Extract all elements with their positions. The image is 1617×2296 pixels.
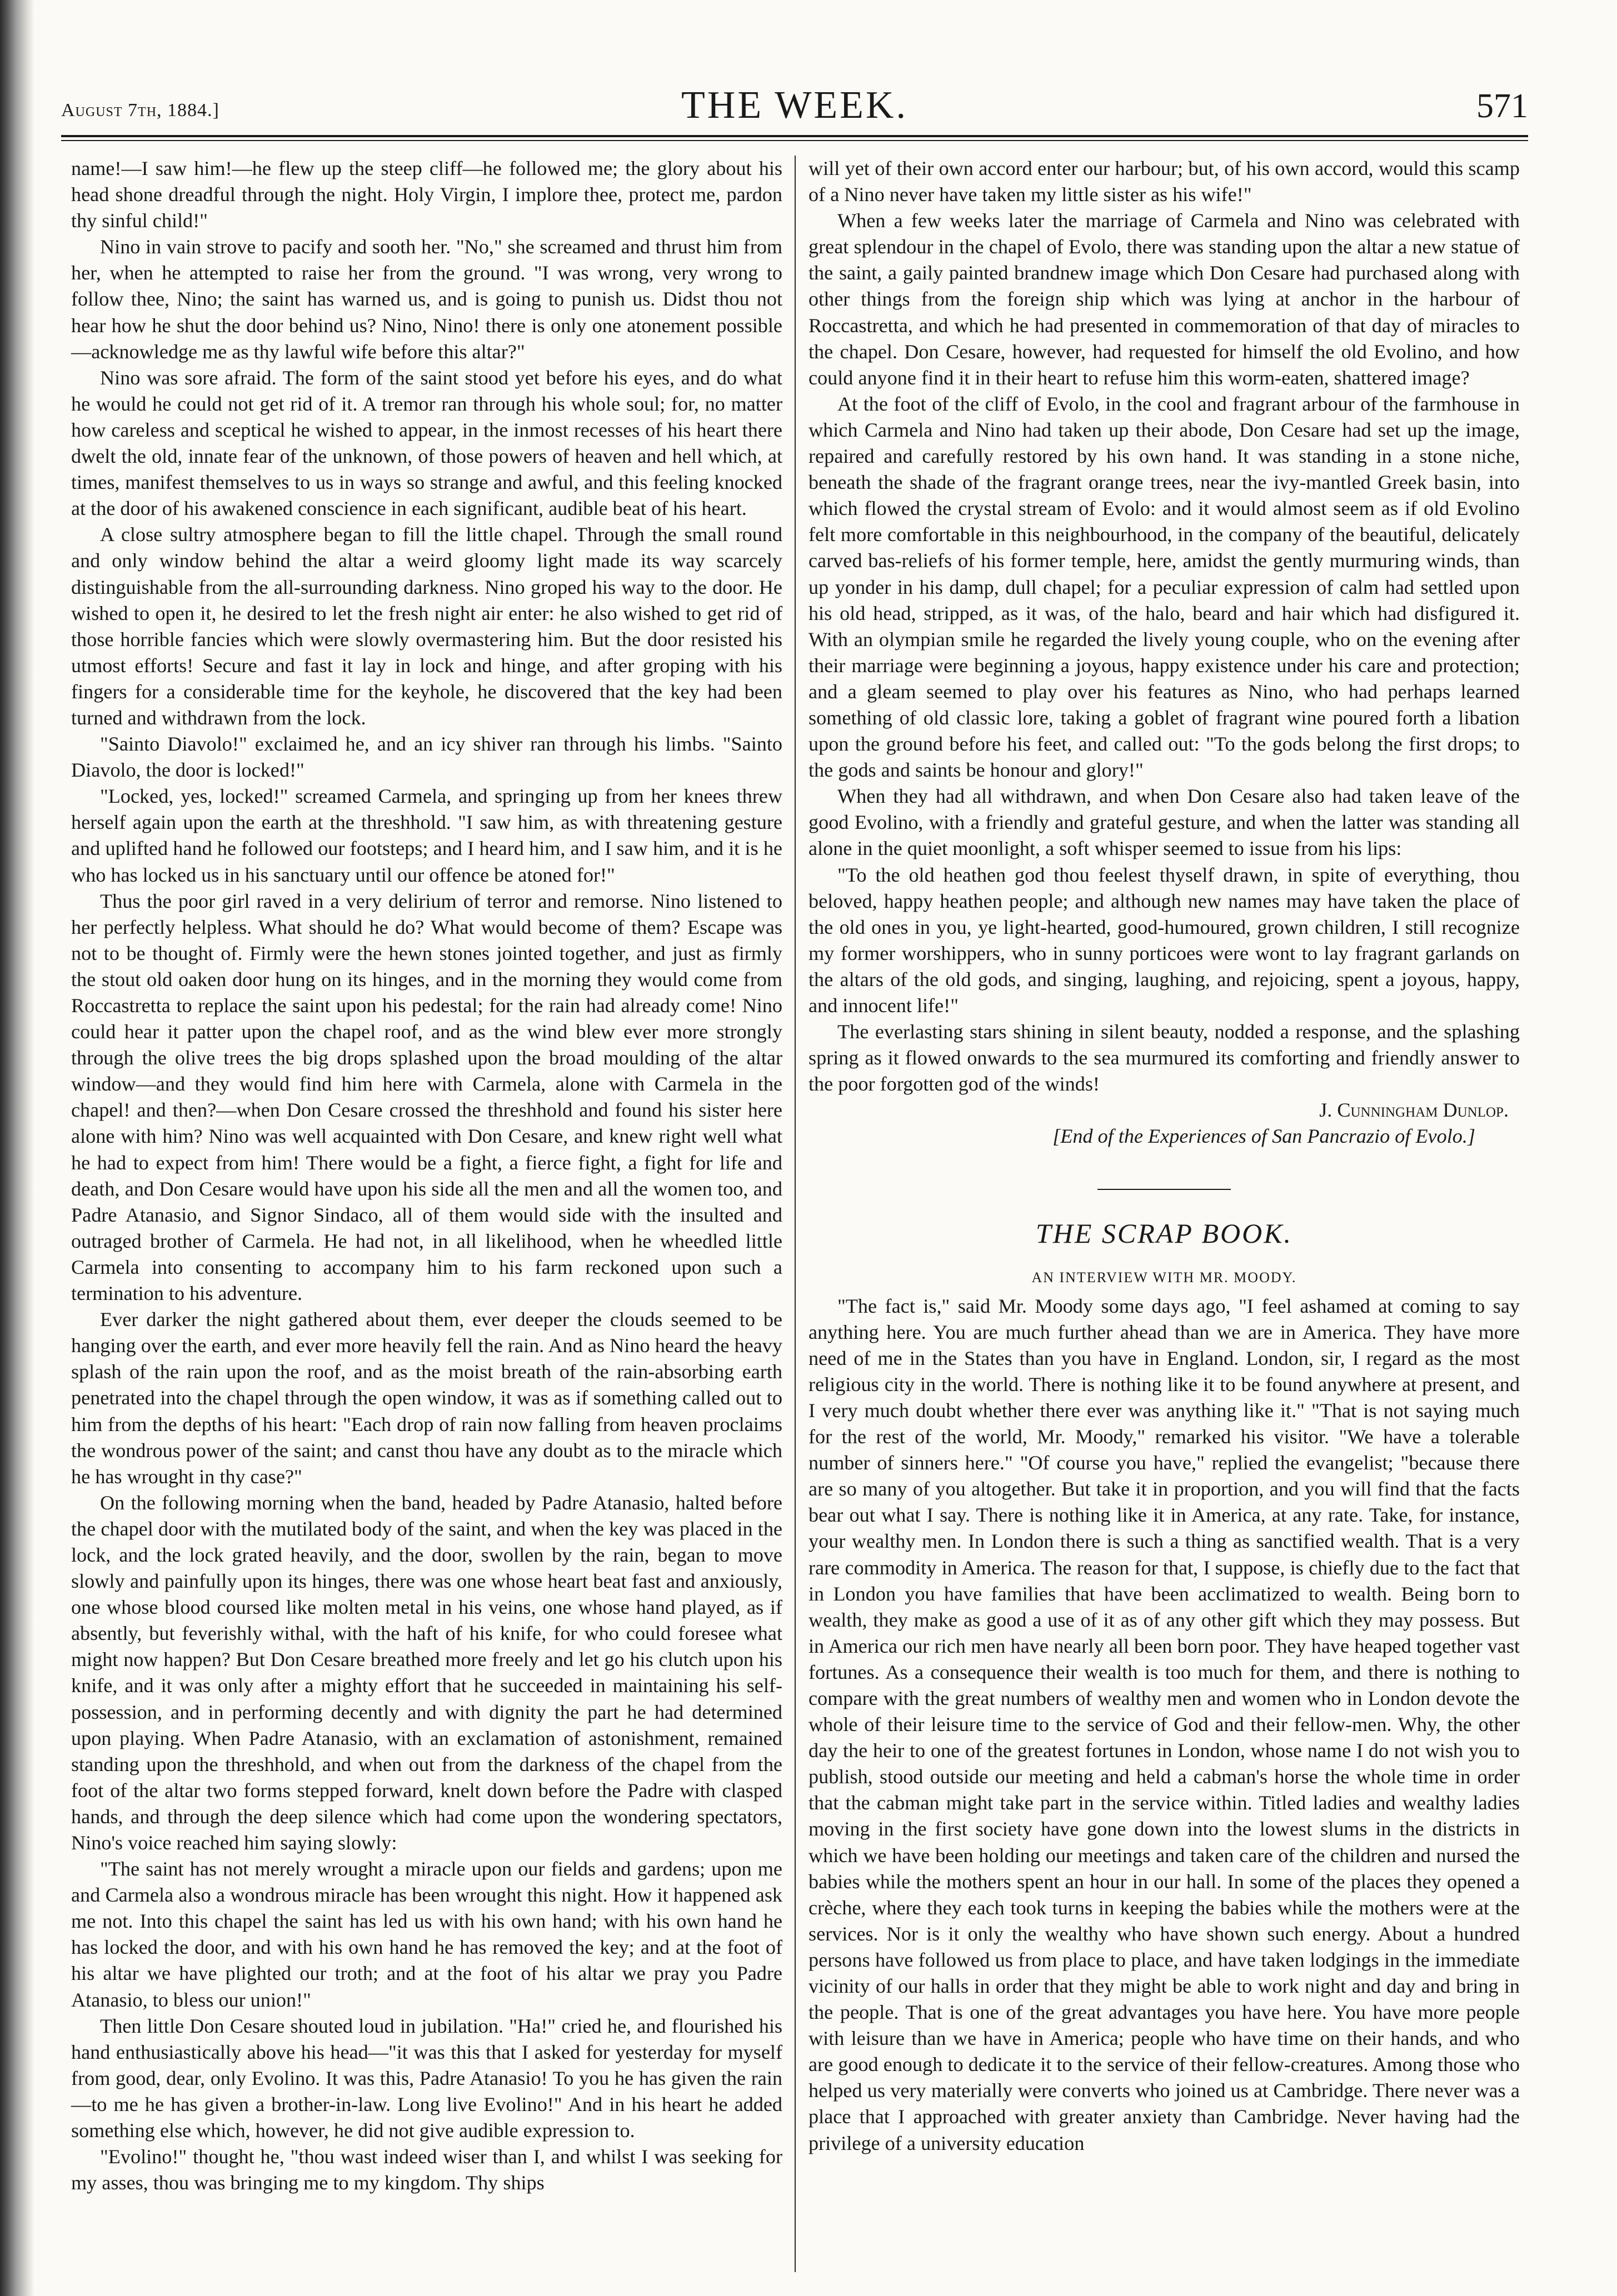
header-rule-thin <box>61 140 1528 141</box>
column-divider <box>795 156 796 2272</box>
header-rule-thick <box>61 135 1528 137</box>
paragraph: The everlasting stars shining in silent beauty, nodded a response, and the splashing spring as it flowed onwards to the sea murmured its comforting and friendly answer to the poor forgotten god of the winds! <box>808 1021 1520 1096</box>
paragraph: Ever darker the night gathered about them, ever deeper the clouds seemed to be hanging over the earth, and ever more heavily fell the rain. And as Nino heard the heavy splash of the rain upon the roof, and as the moist breath of the rain-absorbing earth penetrated into the chapel through the open window, it was as if something called out to him from the depths of his heart: "Each drop of rain now falling from heaven proclaims the wondrous power of the saint; and canst thou have any doubt as to the miracle which he has wrought in thy case?" <box>71 1308 782 1488</box>
paragraph: "Evolino!" thought he, "thou wast indeed wiser than I, and whilst I was seeking for my asses, thou was bringing me to my kingdom. Thy ships <box>71 2145 782 2194</box>
paragraph: When a few weeks later the marriage of Carmela and Nino was celebrated with great splendour in the chapel of Evolo, there was standing upon the altar a new statue of the saint, a gaily painted brandnew image which Don Cesare had purchased along with other things from the foreign ship which was lying at anchor in the harbour of Roccastretta, and which he had presented in commemoration of that day of miracles to the chapel. Don Cesare, however, had requested for himself the old Evolino, and how could anyone find it in their heart to refuse him this worm-eaten, shattered image? <box>808 209 1520 389</box>
paragraph: Then little Don Cesare shouted loud in jubilation. "Ha!" cried he, and flourished his hand enthusiastically above his head—"it was this that I asked for yesterday for myself from good, dear, only Evolino. It was this, Padre Atanasio! To you he has given the rain—to me he has given a brother-in-law. Long live Evolino!" And in his heart he added something else which, however, he did not give audible expression to. <box>71 2014 782 2142</box>
paragraph: At the foot of the cliff of Evolo, in the cool and fragrant arbour of the farmhouse in which Carmela and Nino had taken up their abode, Don Cesare had set up the image, repaired and carefully restored by his own hand. It was standing in a stone niche, beneath the shade of the fragrant orange trees, near the ivy-mantled Greek basin, into which flowed the crystal stream of Evolo: and it would almost seem as if old Evolino felt more comfortable in this neighbourhood, in the company of the beautiful, delicately carved bas-reliefs of his former temple, here, amidst the gently murmuring winds, than up yonder in his damp, dull chapel; for a peculiar expression of calm had settled upon his old head, stripped, as it was, of the halo, beard and hair which had disfigured it. With an olympian smile he regarded the lively young couple, who on the evening after their marriage were beginning a joyous, happy existence under his care and protection; and a gleam seemed to play over his features as Nino, who had perhaps learned something of old classic lore, taking a goblet of fragrant wine poured forth a libation upon the ground before his feet, and called out: "To the gods belong the first drops; to the gods and saints be honour and glory!" <box>808 392 1520 782</box>
paragraph: "The fact is," said Mr. Moody some days ago, "I feel ashamed at coming to say anything here. You are much further ahead than we are in America. They have more need of me in the States than you have in England. London, sir, I regard as the most religious city in the world. There is nothing like it to be found anywhere at present, and I very much doubt whether there ever was anything like it." "That is not saying much for the rest of the world, Mr. Moody," remarked his visitor. "We have a tolerable number of sinners here." "Of course you have," replied the evangelist; "because there are so many of you altogether. But take it in proportion, and you will find that the facts bear out what I say. There is nothing like it in America, at any rate. Take, for instance, your wealthy men. In London there is such a thing as sanctified wealth. That is a very rare commodity in America. The reason for that, I suppose, is chiefly due to the fact that in London you have families that have been acclimatized to wealth. Being born to wealth, they make as good a use of it as of any other gift which they may possess. But in America our rich men have nearly all been born poor. They have heaped together vast fortunes. As a consequence their wealth is too much for them, and there is nothing to compare with the great numbers of wealthy men and women who in London devote the whole of their leisure time to the service of God and their fellow-men. Why, the other day the heir to one of the greatest fortunes in London, whose name I do not wish you to publish, stood outside our meeting and held a cabman's horse the whole time in order that the cabman might take part in the service within. Titled ladies and wealthy ladies moving in the first society have gone down into the lowest slums in the districts in which we have been holding our meetings and taken care of the children and nursed the babies while the mothers spent an hour in our hall. In some of the places they opened a crèche, where they each took turns in keeping the babies while the mothers were at the services. Nor is it only the wealthy who have shown such energy. About a hundred persons have followed us from place to place, and have taken lodgings in the immediate vicinity of our halls in order that they might be able to work night and day and bring in the people. That is one of the great advantages you have here. You have more people with leisure than we have in America; people who have time on their hands, and who are good enough to dedicate it to the service of their fellow-creatures. Among those who helped us very materially were converts who joined us at Cambridge. There never was a place that I approached with greater anxiety than Cambridge. Never having had the privilege of a university education <box>808 1294 1520 2154</box>
paragraph: Nino was sore afraid. The form of the saint stood yet before his eyes, and do what he would he could not get rid of it. A tremor ran through his whole soul; for, no matter how careless and sceptical he wished to appear, in the inmost recesses of his heart there dwelt the old, innate fear of the unknown, of those powers of heaven and hell which, at times, manifest themselves to us in ways so strange and awful, and this feeling knocked at the door of his awakened conscience in each significant, audible beat of his heart. <box>71 366 782 520</box>
paragraph: When they had all withdrawn, and when Don Cesare also had taken leave of the good Evolino, with a friendly and grateful gesture, and when the latter was standing all alone in the quiet moonlight, a soft whisper seemed to issue from his lips: <box>808 785 1520 860</box>
author-signature: J. Cunningham Dunlop. <box>1319 1099 1509 1122</box>
paragraph: name!—I saw him!—he flew up the steep cliff—he followed me; the glory about his head shone dreadful through the night. Holy Virgin, I implore thee, protect me, pardon thy sinful child!" <box>71 157 782 232</box>
paragraph: "The saint has not merely wrought a miracle upon our fields and gardens; upon me and Carmela also a wondrous miracle has been wrought this night. How it happened ask me not. Into this chapel the saint has led us with his own hand; with his own hand he has locked the door, and with his own hand he has removed the key; and at the foot of his altar we have plighted our troth; and at the foot of his altar we pray you Padre Atanasio, to bless our union!" <box>71 1858 782 2011</box>
left-column <box>71 156 782 2196</box>
page-binding-edge <box>0 0 34 2296</box>
paragraph: "Sainto Diavolo!" exclaimed he, and an icy shiver ran through his limbs. "Sainto Diavolo, the door is locked!" <box>71 733 782 782</box>
paragraph: "Locked, yes, locked!" screamed Carmela, and springing up from her knees threw herself again upon the earth at the threshhold. "I saw him, as with threatening gesture and uplifted hand he followed our footsteps; and I heard him, and I saw him, and it is he who has locked us in his sanctuary until our offence be atoned for!" <box>71 785 782 886</box>
series-end-note: [End of the Experiences of San Pancrazio of Evolo.] <box>1052 1125 1475 1148</box>
publication-title: THE WEEK. <box>681 84 908 127</box>
article-title: AN INTERVIEW WITH MR. MOODY. <box>1031 1269 1297 1285</box>
page-number: 571 <box>1476 87 1528 125</box>
page-header <box>61 67 1528 128</box>
right-column <box>808 156 1520 2157</box>
paragraph: will yet of their own accord enter our harbour; but, of his own accord, would this scamp of a Nino never have taken my little sister as his wife!" <box>808 157 1520 206</box>
paragraph: Nino in vain strove to pacify and sooth her. "No," she screamed and thrust him from her, when he attempted to raise her from the ground. "I was wrong, very wrong to follow thee, Nino; the saint has warned us, and is going to punish us. Didst thou not hear how he shut the door behind us? Nino, Nino! there is only one atonement possible—acknowledge me as thy lawful wife before this altar?" <box>71 236 782 363</box>
section-separator-rule <box>1097 1189 1231 1190</box>
paragraph: A close sultry atmosphere began to fill the little chapel. Through the small round and only window behind the altar a weird gloomy light made its way scarcely distinguishable from the all-surrounding darkness. Nino groped his way to the door. He wished to open it, he desired to let the fresh night air enter: he also wished to get rid of those horrible fancies which were slowly overmastering him. But the door resisted his utmost efforts! Secure and fast it lay in lock and hinge, and after groping with his fingers for a considerable time for the keyhole, he discovered that the key had been turned and withdrawn from the lock. <box>71 523 782 729</box>
paragraph: Thus the poor girl raved in a very delirium of terror and remorse. Nino listened to her perfectly helpless. What should he do? What would become of them? Escape was not to be thought of. Firmly were the hewn stones jointed together, and just as firmly the stout old oaken door hung on its hinges, and in the morning they would come from Roccastretta to replace the saint upon his pedestal; for the rain had already come! Nino could hear it patter upon the chapel roof, and as the wind blew ever more strongly through the olive trees the big drops splashed upon the broad moulding of the altar window—and they would find him here with Carmela, alone with Carmela in the chapel! and then?—when Don Cesare crossed the threshhold and found his sister here alone with him? Nino was well acquainted with Don Cesare, and knew right well what he had to expect from him! There would be a fight, a fierce fight, a fight for life and death, and Don Cesare would have upon his side all the men and all the women too, and Padre Atanasio, and Signor Sindaco, all of them would side with the insulted and outraged brother of Carmela. He had not, in all likelihood, when he wheedled little Carmela into consenting to accompany him to his farm reckoned upon such a termination to his adventure. <box>71 889 782 1305</box>
header-date: August 7th, 1884.] <box>61 100 219 121</box>
quoted-paragraph: "To the old heathen god thou feelest thyself drawn, in spite of everything, thou beloved, happy heathen people; and although new names may have taken the place of the old ones in you, ye light-hearted, good-humoured, grown children, I still recognize my former worshippers, who in sunny porticoes were wont to lay fragrant garlands on the altars of the old gods, and singing, laughing, and rejoicing, spent a joyous, happy, and innocent life!" <box>808 863 1520 1017</box>
section-title: THE SCRAP BOOK. <box>1035 1217 1293 1249</box>
paragraph: On the following morning when the band, headed by Padre Atanasio, halted before the chapel door with the mutilated body of the saint, and when the key was placed in the lock, and the lock grated heavily, and the door, swollen by the rain, began to move slowly and painfully upon its hinges, there was one whose heart beat fast and anxiously, one whose blood coursed like molten metal in his veins, one whose hand played, as if absently, but feverishly withal, with the haft of his knife, for who could foresee what might now happen? But Don Cesare breathed more freely and let go his clutch upon his knife, and it was only after a mighty effort that he succeeded in maintaining his self-possession, and in performing decently and with dignity the part he had determined upon playing. When Padre Atanasio, with an exclamation of astonishment, remained standing upon the threshhold, and when out from the darkness of the chapel from the foot of the altar two forms stepped forward, knelt down before the Padre with clasped hands, and through the deep silence which had come upon the wondering spectators, Nino's voice reached him saying slowly: <box>71 1491 782 1854</box>
